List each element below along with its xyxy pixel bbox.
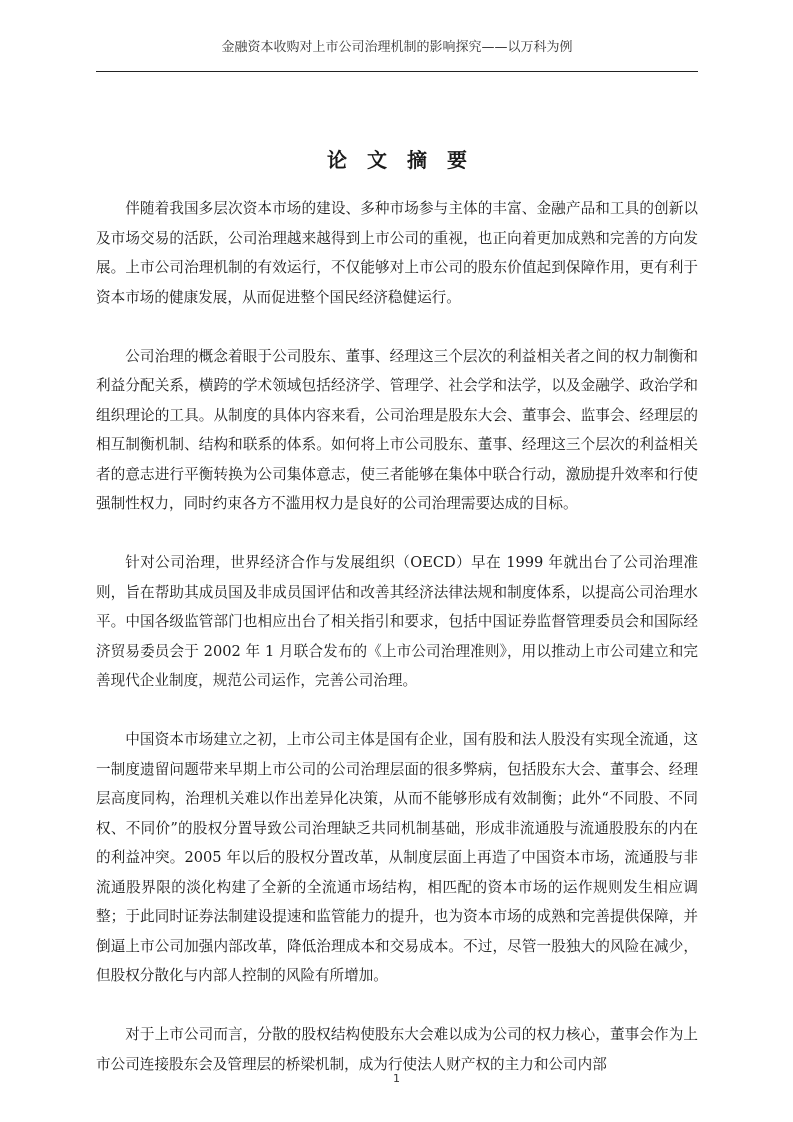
abstract-body xyxy=(96,194,698,1079)
paragraph: 对于上市公司而言，分散的股权结构使股东大会难以成为公司的权力核心，董事会作为上市公司连接股东会及管理层的桥梁机制，成为行使法人财产权的主力和公司内部 xyxy=(96,1026,698,1073)
paragraph: 针对公司治理，世界经济合作与发展组织（OECD）早在 1999 年就出台了公司治理准则，旨在帮助其成员国及非成员国评估和改善其经济法律法规和制度体系，以提高公司治理水平。中国各级监管部门也相应出台了相关指引和要求，包括中国证券监督管理委员会和国际经济贸易委员会于 2002 年 1 月联合发布的《上市公司治理准则》，用以推动上市公司建立和完善现代企业制度，规范公司运作，完善公司治理。 xyxy=(96,554,698,689)
running-header: 金融资本收购对上市公司治理机制的影响探究——以万科为例 xyxy=(221,40,573,55)
paragraph: 中国资本市场建立之初，上市公司主体是国有企业，国有股和法人股没有实现全流通，这一制度遗留问题带来早期上市公司的公司治理层面的很多弊病，包括股东大会、董事会、经理层高度同构，治理机关难以作出差异化决策，从而不能够形成有效制衡；此外“不同股、不同权、不同价”的股权分置导致公司治理缺乏共同机制基础，形成非流通股与流通股股东的内在的利益冲突。2005 年以后的股权分置改革，从制度层面上再造了中国资本市场，流通股与非流通股界限的淡化构建了全新的全流通市场结构，相匹配的资本市场的运作规则发生相应调整；于此同时证券法制建设提速和监管能力的提升，也为资本市场的成熟和完善提供保障，并倒逼上市公司加强内部改革，降低治理成本和交易成本。不过，尽管一股独大的风险在减少，但股权分散化与内部人控制的风险有所增加。 xyxy=(96,731,698,984)
page-number: 1 xyxy=(393,1072,400,1085)
page-title: 论文摘要 xyxy=(327,148,487,172)
paragraph: 公司治理的概念着眼于公司股东、董事、经理这三个层次的利益相关者之间的权力制衡和利益分配关系，横跨的学术领域包括经济学、管理学、社会学和法学，以及金融学、政治学和组织理论的工具。从制度的具体内容来看，公司治理是股东大会、董事会、监事会、经理层的相互制衡机制、结构和联系的体系。如何将上市公司股东、董事、经理这三个层次的利益相关者的意志进行平衡转换为公司集体意志，使三者能够在集体中联合行动，激励提升效率和行使强制性权力，同时约束各方不滥用权力是良好的公司治理需要达成的目标。 xyxy=(96,347,698,512)
header-divider xyxy=(96,71,698,72)
paragraph: 伴随着我国多层次资本市场的建设、多种市场参与主体的丰富、金融产品和工具的创新以及市场交易的活跃，公司治理越来越得到上市公司的重视，也正向着更加成熟和完善的方向发展。上市公司治理机制的有效运行，不仅能够对上市公司的股东价值起到保障作用，更有利于资本市场的健康发展，从而促进整个国民经济稳健运行。 xyxy=(96,200,698,306)
